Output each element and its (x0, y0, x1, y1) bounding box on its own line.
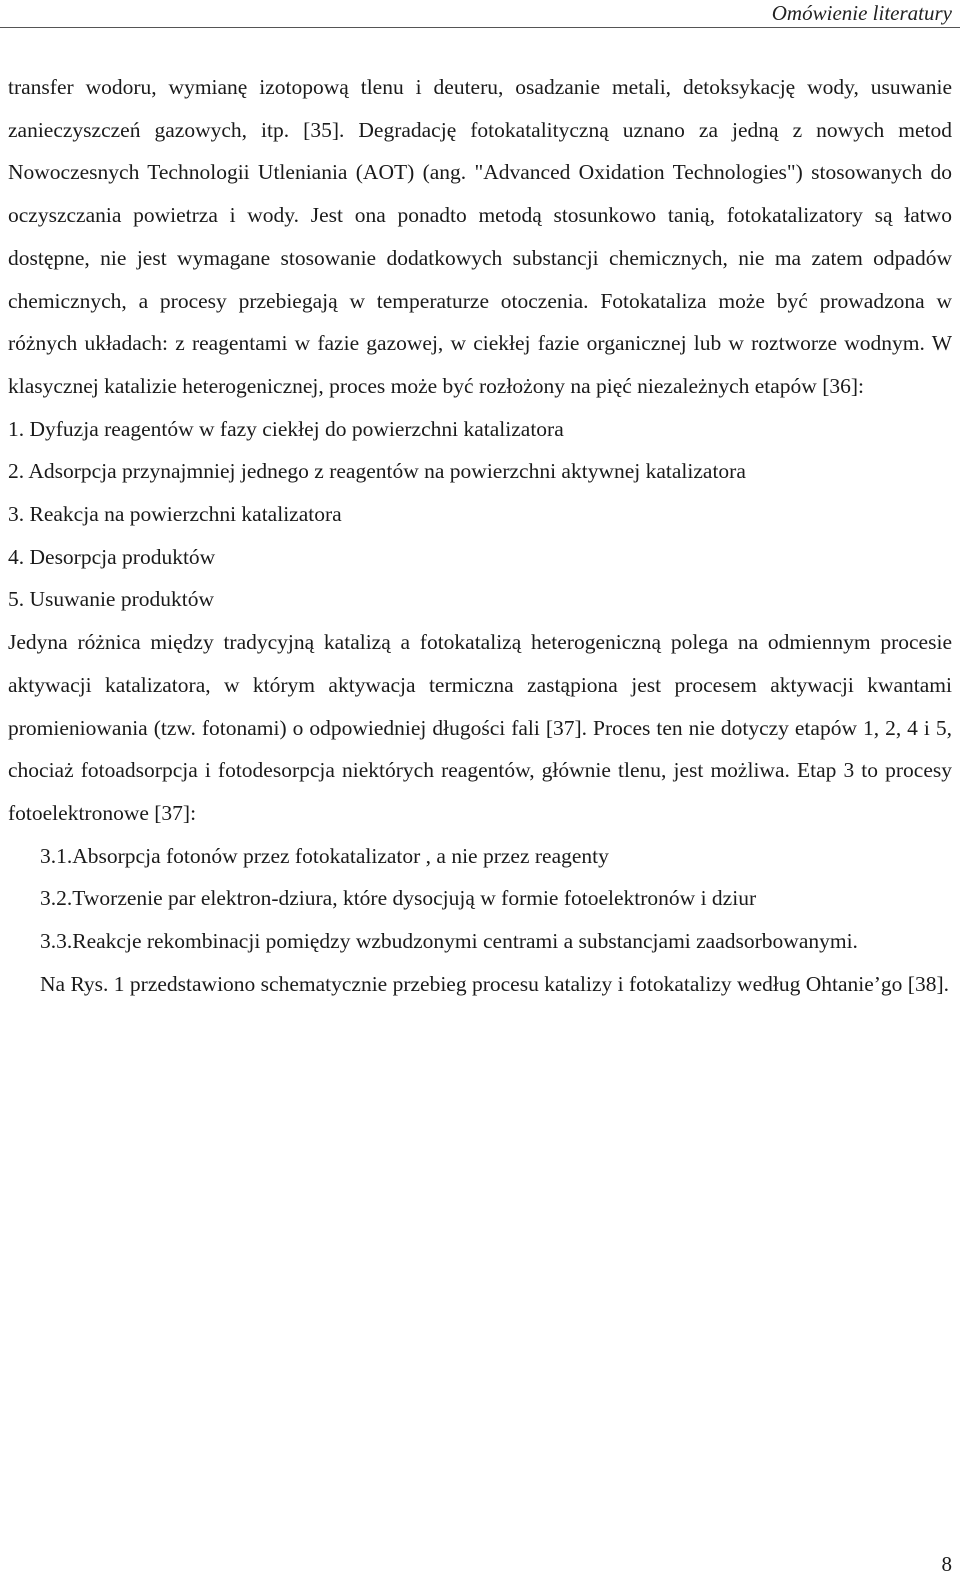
substep-text: Reakcje rekombinacji pomiędzy wzbudzonymi centrami a substancjami zaadsorbowanymi. (72, 929, 858, 954)
list-item: 4. Desorpcja produktów (8, 544, 216, 569)
list-item (8, 835, 952, 878)
steps-list (8, 408, 952, 622)
substep-text: Tworzenie par elektron-dziura, które dysocjują w formie fotoelektronów i dziur (72, 886, 757, 911)
list-item: 2. Adsorpcja przynajmniej jednego z reagentów na powierzchni aktywnej katalizatora (8, 459, 746, 484)
difference-paragraph: Jedyna różnica między tradycyjną katalizą a fotokatalizą heterogeniczną polega na odmiennym procesie aktywacji katalizatora, w którym aktywacja termiczna zastąpiona jest procesem aktywacji kwantami promieniowania (tzw. fotonami) o odpowiedniej długości fali [37]. Proces ten nie dotyczy etapów 1, 2, 4 i 5, chociaż fotoadsorpcja i fotodesorpcja niektórych reagentów, głównie tlenu, jest możliwa. Etap 3 to procesy fotoelektronowe [37]: (8, 630, 952, 825)
substep-number: 3.2. (40, 886, 73, 911)
list-item: 3. Reakcja na powierzchni katalizatora (8, 502, 342, 527)
substep-number: 3.3. (40, 929, 73, 954)
substep-number: 3.1. (40, 843, 73, 868)
document-body (8, 66, 952, 1005)
substeps-list (8, 835, 952, 963)
header-divider (0, 27, 960, 28)
list-item (8, 877, 952, 920)
substep-text: Absorpcja fotonów przez fotokatalizator , a nie przez reagenty (72, 843, 609, 868)
list-item: 5. Usuwanie produktów (8, 587, 215, 612)
list-item: 1. Dyfuzja reagentów w fazy ciekłej do powierzchni katalizatora (8, 416, 564, 441)
figure-reference-paragraph: Na Rys. 1 przedstawiono schematycznie przebieg procesu katalizy i fotokatalizy według Ohtanie’go [38]. (40, 971, 949, 996)
page-number: 8 (941, 1552, 952, 1576)
intro-paragraph: transfer wodoru, wymianę izotopową tlenu i deuteru, osadzanie metali, detoksykację wody, usuwanie zanieczyszczeń gazowych, itp. [35]. Degradację fotokatalityczną uznano za jedną z nowych metod Nowoczesnych Technologii Utleniania (AOT) (ang. "Advanced Oxidation Technologies") stosowanych do oczyszczania powietrza i wody. Jest ona ponadto metodą stosunkowo tanią, fotokatalizatory są łatwo dostępne, nie jest wymagane stosowanie dodatkowych substancji chemicznych, nie ma zatem odpadów chemicznych, a procesy przebiegają w temperaturze otoczenia. Fotokataliza może być prowadzona w różnych układach: z reagentami w fazie gazowej, w ciekłej fazie organicznej lub w roztworze wodnym. W klasycznej katalizie heterogenicznej, proces może być rozłożony na pięć niezależnych etapów [36]: (8, 75, 952, 398)
list-item (8, 920, 952, 963)
running-title: Omówienie literatury (771, 1, 952, 25)
